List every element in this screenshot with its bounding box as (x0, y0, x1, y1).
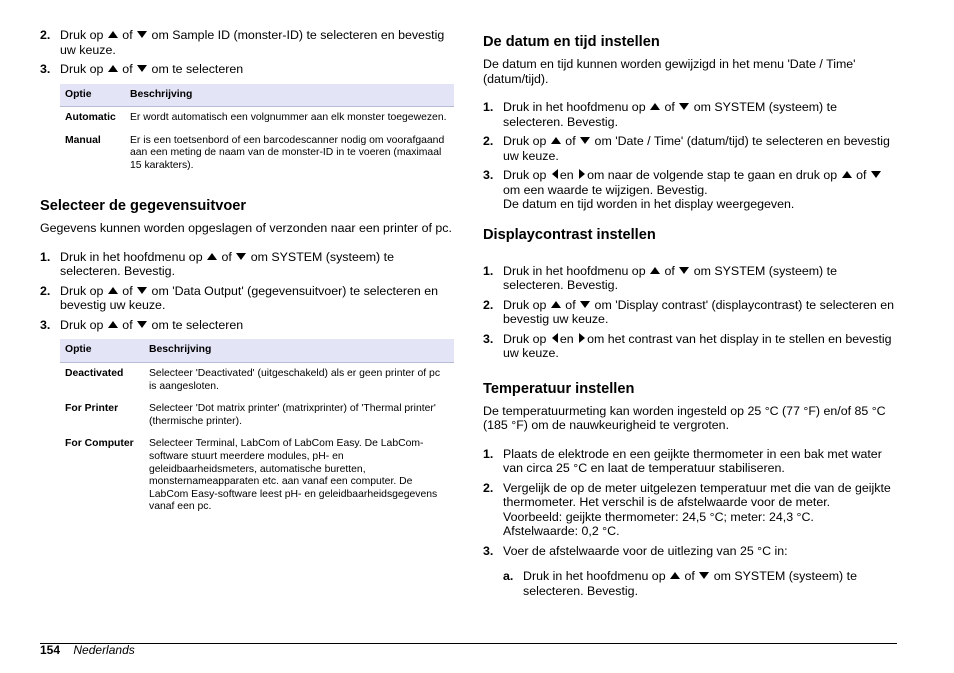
option-name: For Computer (65, 438, 134, 450)
table-header: Beschrijving (144, 339, 454, 362)
step-text: Druk in het hoofdmenu op of om SYSTEM (systeem) te selecteren. Bevestig. (503, 263, 837, 292)
down-arrow-icon (679, 103, 689, 110)
section-intro: Gegevens kunnen worden opgeslagen of verzonden naar een printer of pc. (40, 221, 452, 236)
option-description: Er is een toetsenbord of een barcodescanner nodig om voorafgaand aan een meting de naam van de monster-ID in te voeren (maximaal 15 karakters). (130, 134, 445, 171)
step-text: Druk op en om naar de volgende stap te gaan en druk op of om een waarde te wijzigen. Bevestig. De datum en tijd worden in het display weergegeven. (503, 168, 897, 212)
footer-language: Nederlands (73, 643, 135, 657)
right-column (483, 33, 897, 603)
step-number: 1. (483, 100, 494, 114)
page-footer (40, 643, 135, 657)
section-intro: De datum en tijd kunnen worden gewijzigd in het menu 'Date / Time' (datum/tijd). (483, 57, 856, 86)
down-arrow-icon (137, 321, 147, 328)
step-number: 2. (483, 134, 494, 148)
option-description: Selecteer 'Deactivated' (uitgeschakeld) als er geen printer of pc is aangesloten. (149, 368, 441, 392)
step-text: Druk op of om Sample ID (monster-ID) te selecteren en bevestig uw keuze. (60, 28, 445, 57)
substep-item (503, 569, 897, 598)
step-number: 1. (483, 446, 494, 461)
step-text: Voer de afstelwaarde voor de uitlezing van 25 °C in: (503, 543, 788, 558)
example-line: Afstelwaarde: 0,2 °C. (503, 524, 620, 538)
down-arrow-icon (699, 572, 709, 579)
step-item (483, 447, 897, 476)
option-description: Er wordt automatisch een volgnummer aan elk monster toegewezen. (130, 112, 447, 124)
up-arrow-icon (108, 321, 118, 328)
example-line: Voorbeeld: geijkte thermometer: 24,5 °C; meter: 24,3 °C. (503, 509, 814, 524)
step-item (40, 28, 454, 57)
left-arrow-icon (552, 169, 558, 179)
step-item (483, 134, 897, 163)
step-text: Druk in het hoofdmenu op of om SYSTEM (systeem) te selecteren. Bevestig. (60, 249, 394, 279)
up-arrow-icon (551, 137, 561, 144)
down-arrow-icon (679, 267, 689, 274)
step-number: 1. (483, 263, 494, 278)
left-arrow-icon (552, 333, 558, 343)
step-text: Druk op of om 'Display contrast' (displaycontrast) te selecteren en bevestig uw keuze. (503, 297, 895, 326)
up-arrow-icon (108, 31, 118, 38)
step-item (40, 284, 454, 313)
down-arrow-icon (580, 137, 590, 144)
step-item (483, 298, 897, 327)
data-output-options-table (60, 339, 454, 519)
step-text: Druk op of om 'Date / Time' (datum/tijd) te selecteren en bevestig uw keuze. (503, 134, 890, 163)
up-arrow-icon (108, 287, 118, 294)
right-arrow-icon (579, 333, 585, 343)
step-item (483, 544, 897, 559)
step-number: 3. (483, 331, 494, 346)
step-item (483, 168, 897, 212)
step-number: 3. (40, 62, 51, 76)
down-arrow-icon (137, 65, 147, 72)
up-arrow-icon (650, 267, 660, 274)
down-arrow-icon (137, 287, 147, 294)
up-arrow-icon (670, 572, 680, 579)
table-header: Optie (60, 84, 125, 107)
option-description: Selecteer Terminal, LabCom of LabCom Easy. De LabCom-software stuurt meerdere modules, pH- en geleidbaarheidsmeters, automatische buretten, monsternameapparaten etc. aan vanaf een computer. De LabCom Easy-software leest pH- en geleidbaarheidsgegevens vanaf een pc. (149, 438, 438, 513)
down-arrow-icon (580, 301, 590, 308)
table-row (60, 363, 454, 399)
option-description: Selecteer 'Dot matrix printer' (matrixprinter) of 'Thermal printer' (thermische printer). (149, 403, 436, 427)
section-heading: Selecteer de gegevensuitvoer (40, 198, 247, 215)
table-header: Optie (60, 339, 144, 362)
section-heading: Displaycontrast instellen (483, 226, 656, 243)
step-text: Druk op of om 'Data Output' (gegevensuitvoer) te selecteren en bevestig uw keuze. (60, 283, 438, 313)
down-arrow-icon (137, 31, 147, 38)
option-name: Deactivated (65, 368, 124, 380)
step-note: De datum en tijd worden in het display weergegeven. (503, 197, 795, 211)
step-item (483, 332, 897, 361)
down-arrow-icon (871, 171, 881, 178)
option-name: Automatic (65, 112, 116, 124)
step-text: Druk in het hoofdmenu op of om SYSTEM (systeem) te selecteren. Bevestig. (523, 569, 857, 598)
left-column (40, 28, 454, 519)
step-number: 2. (483, 297, 494, 312)
step-item (40, 250, 454, 279)
step-item (483, 481, 897, 539)
step-item (40, 62, 454, 77)
substep-letter: a. (503, 569, 514, 583)
step-text: Druk op of om te selecteren (60, 317, 244, 332)
table-row (60, 107, 454, 130)
step-number: 3. (483, 168, 494, 182)
table-header: Beschrijving (125, 84, 454, 107)
step-item (483, 100, 897, 129)
option-name: Manual (65, 134, 101, 146)
down-arrow-icon (236, 253, 246, 260)
step-number: 3. (483, 543, 494, 558)
step-number: 2. (40, 283, 51, 298)
section-heading: De datum en tijd instellen (483, 34, 660, 50)
up-arrow-icon (108, 65, 118, 72)
option-name: For Printer (65, 403, 119, 415)
footer-divider (40, 643, 897, 644)
step-number: 3. (40, 317, 51, 332)
step-number: 2. (40, 28, 51, 42)
step-text: Druk op en om het contrast van het display in te stellen en bevestig uw keuze. (503, 331, 892, 360)
up-arrow-icon (551, 301, 561, 308)
table-row (60, 398, 454, 433)
up-arrow-icon (650, 103, 660, 110)
step-text: Plaats de elektrode en een geijkte thermometer in een bak met water van circa 25 °C en laat de temperatuur stabiliseren. (503, 446, 882, 475)
section-intro: De temperatuurmeting kan worden ingesteld op 25 °C (77 °F) en/of 85 °C (185 °F) om de nauwkeurigheid te vergroten. (483, 403, 886, 432)
step-item (40, 318, 454, 333)
step-item (483, 264, 897, 293)
sample-id-options-table (60, 84, 454, 178)
step-number: 1. (40, 249, 51, 264)
section-heading: Temperatuur instellen (483, 380, 635, 397)
step-text: Druk in het hoofdmenu op of om SYSTEM (systeem) te selecteren. Bevestig. (503, 100, 837, 129)
up-arrow-icon (207, 253, 217, 260)
step-text: Druk op of om te selecteren (60, 62, 244, 76)
table-row (60, 130, 454, 178)
right-arrow-icon (579, 169, 585, 179)
table-row (60, 433, 454, 519)
up-arrow-icon (842, 171, 852, 178)
page-number: 154 (40, 643, 61, 657)
step-text: Vergelijk de op de meter uitgelezen temperatuur met die van de geijkte thermometer. Het verschil is de afstelwaarde voor de meter. Voorbeeld: geijkte thermometer: 24,5 °C; meter: 24,3 °C. Afstelwaarde: 0,2 °C. (503, 480, 891, 538)
step-number: 2. (483, 480, 494, 495)
